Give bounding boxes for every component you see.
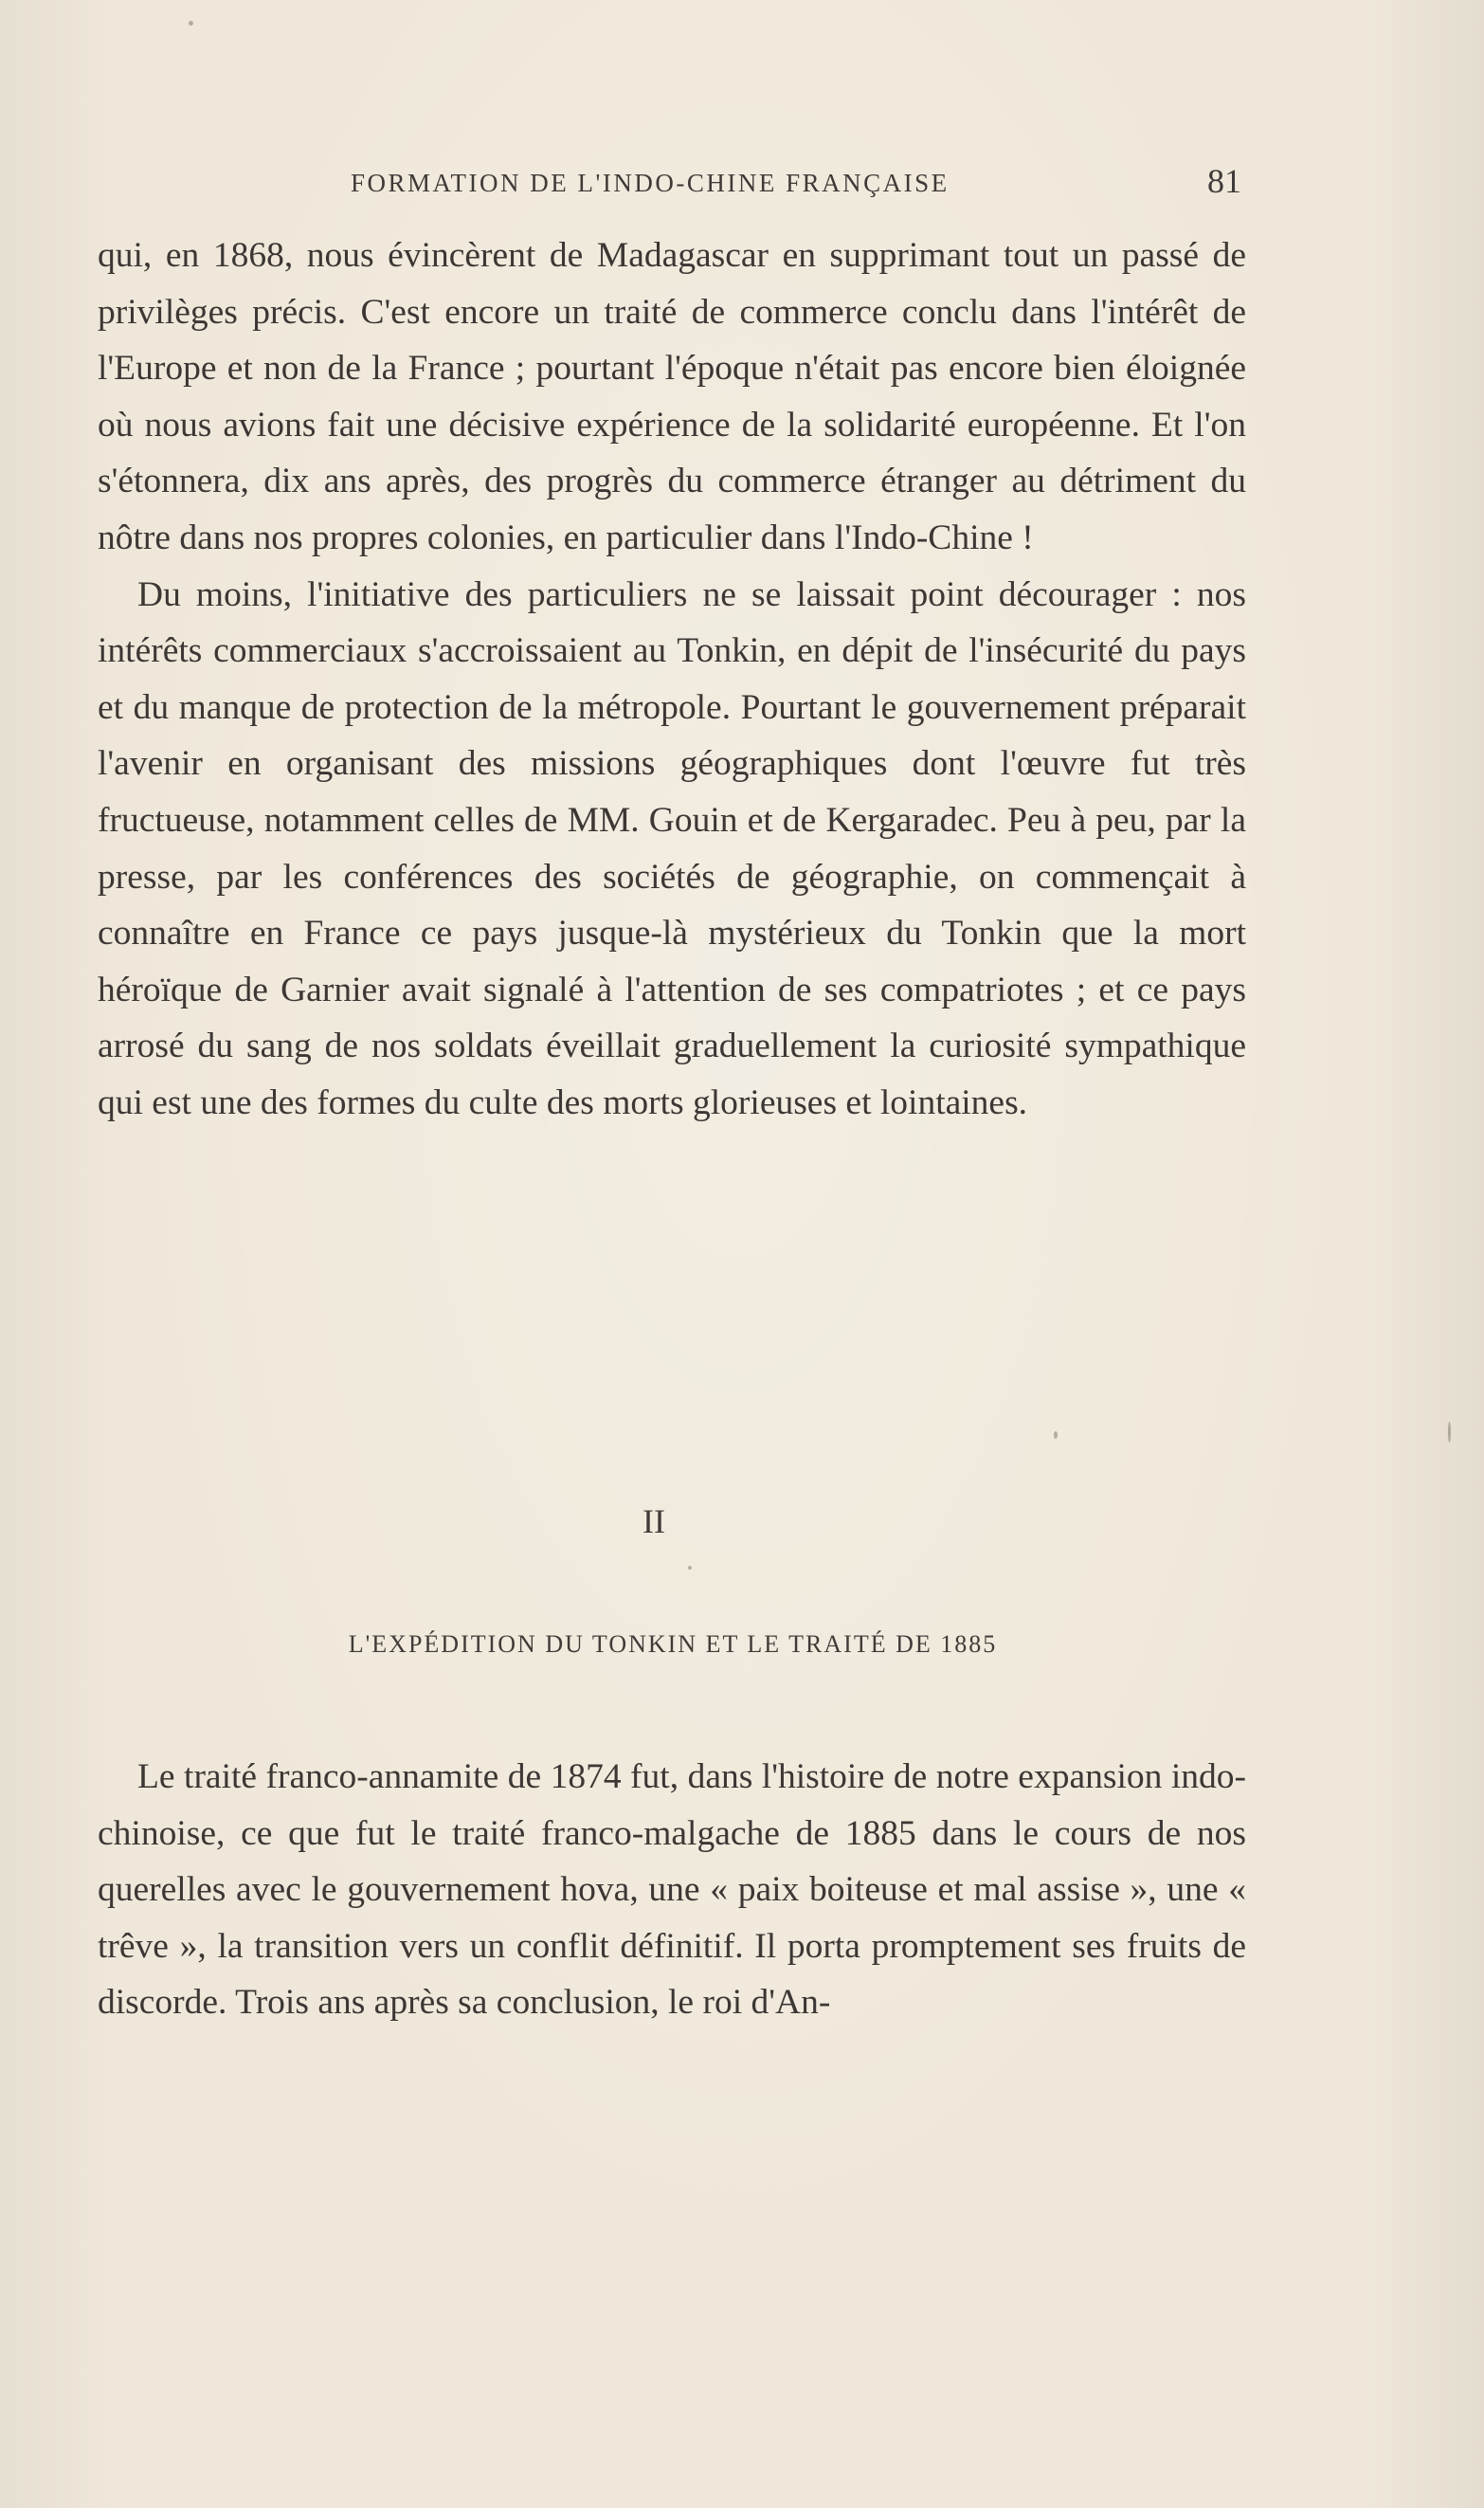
running-head: FORMATION DE L'INDO-CHINE FRANÇAISE <box>351 169 950 197</box>
section-title: L'EXPÉDITION DU TONKIN ET LE TRAITÉ DE 1885 <box>348 1630 998 1658</box>
page-number: 81 <box>1207 162 1241 200</box>
body-text <box>98 227 1246 1132</box>
paragraph-continuation: qui, en 1868, nous évincèrent de Madagascar en supprimant tout un passé de privilèges précis. C'est encore un traité de commerce conclu dans l'intérêt de l'Europe et non de la France ; pourtant l'époque n'était pas encore bien éloignée où nous avions fait une décisive expérience de la solidarité européenne. Et l'on s'étonnera, dix ans après, des progrès du commerce étranger au détriment du nôtre dans nos propres colonies, en particulier dans l'Indo-Chine ! <box>98 236 1246 557</box>
section-body-text <box>98 1749 1246 2031</box>
paper-speck <box>688 1566 692 1570</box>
section-number: II <box>642 1502 665 1540</box>
paragraph: Du moins, l'initiative des particuliers ne se laissait point décourager : nos intérêts commerciaux s'accroissaient au Tonkin, en dépit de l'insécurité du pays et du manque de protection de la métropole. Pourtant le gouvernement préparait l'avenir en organisant des missions géographiques dont l'œuvre fut très fructueuse, notamment celles de MM. Gouin et de Kergaradec. Peu à peu, par la presse, par les conférences des sociétés de géographie, on commençait à connaître en France ce pays jusque-là mystérieux du Tonkin que la mort héroïque de Garnier avait signalé à l'attention de ses compatriotes ; et ce pays arrosé du sang de nos soldats éveillait graduellement la curiosité sympathique qui est une des formes du culte des morts glorieuses et lointaines. <box>98 574 1246 1122</box>
paper-speck <box>1054 1431 1058 1439</box>
paragraph: Le traité franco-annamite de 1874 fut, dans l'histoire de notre expansion indo-chinoise, ce que fut le traité franco-malgache de 1885 dans le cours de nos querelles avec le gouvernement hova, une « paix boiteuse et mal assise », une « trêve », la transition vers un conflit définitif. Il porta promptement ses fruits de discorde. Trois ans après sa conclusion, le roi d'An- <box>98 1757 1246 2023</box>
paper-speck <box>189 21 193 26</box>
paper-speck <box>1448 1422 1451 1443</box>
